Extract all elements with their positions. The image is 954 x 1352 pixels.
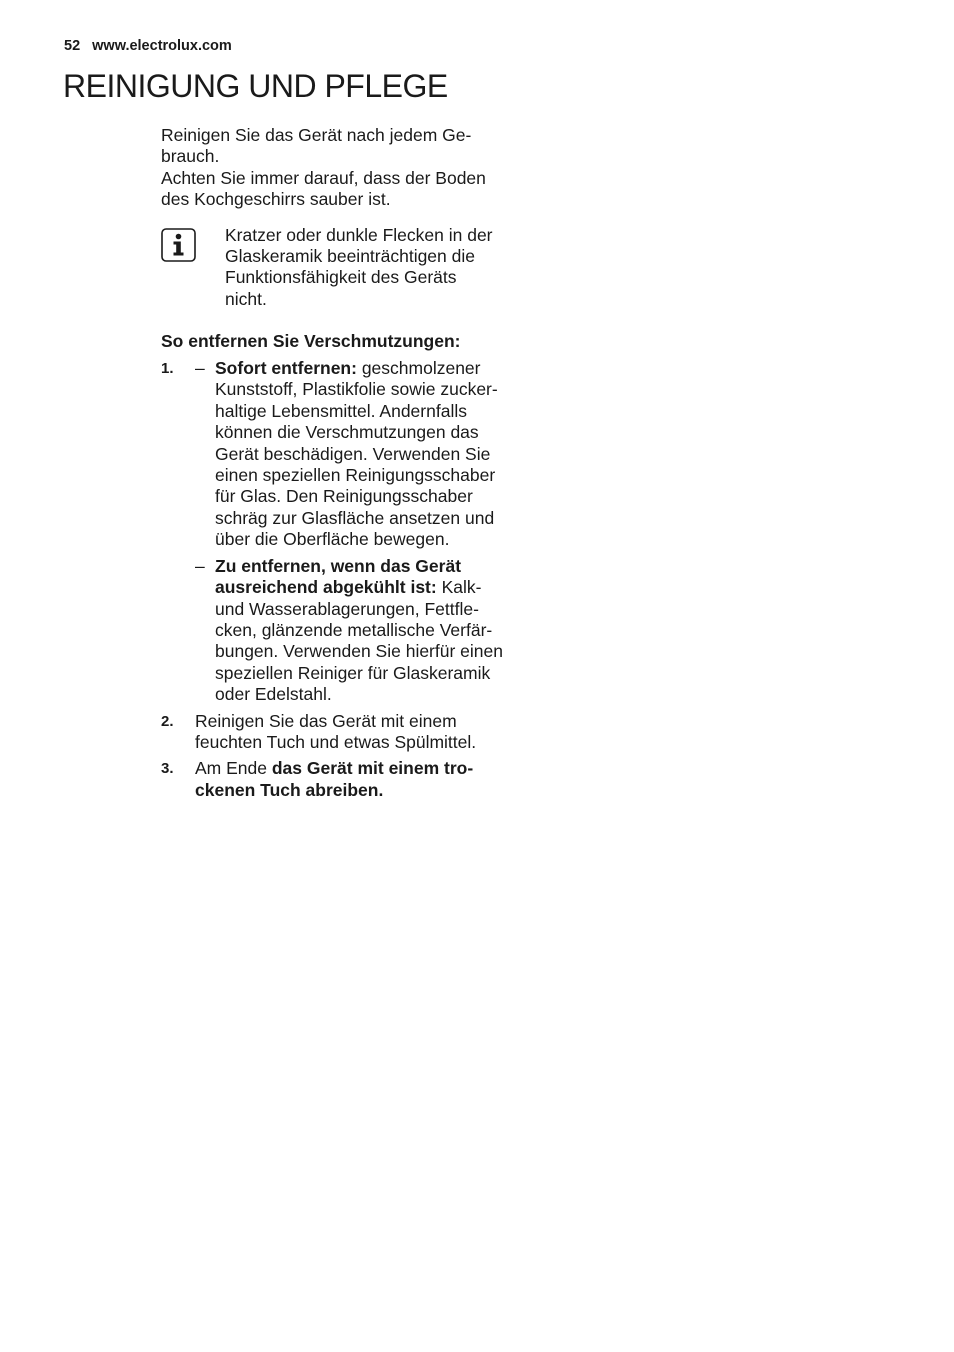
step-line: feuchten Tuch und etwas Spülmittel. <box>195 731 477 752</box>
info-icon <box>161 228 196 262</box>
sub-item-line: Kalk- <box>436 577 482 598</box>
page-header <box>64 38 232 54</box>
sub-item-line: bungen. Verwenden Sie hierfür einen <box>215 641 503 662</box>
intro-text <box>161 125 531 211</box>
sub-item-line: können die Verschmutzungen das <box>215 422 479 443</box>
note-line: Funktionsfähigkeit des Geräts <box>225 267 457 288</box>
note-text <box>225 225 525 311</box>
sub-item-line: für Glas. Den Reinigungsschaber <box>215 486 473 507</box>
sub-item-cooled <box>195 556 531 706</box>
note-line: nicht. <box>225 288 267 309</box>
step-1 <box>161 358 531 706</box>
page-number: 52 <box>64 38 81 54</box>
sub-item-line: haltige Lebensmittel. Andernfalls <box>215 400 467 421</box>
intro-line: Reinigen Sie das Gerät nach jedem Ge- <box>161 125 472 145</box>
step-3 <box>161 758 531 801</box>
step-number: 1. <box>161 360 174 378</box>
info-note <box>161 225 531 311</box>
dash-marker: – <box>195 358 205 379</box>
dash-marker: – <box>195 555 205 576</box>
sub-item-line: Gerät beschädigen. Verwenden Sie <box>215 443 491 464</box>
note-line: Glaskeramik beeinträchtigen die <box>225 246 475 267</box>
intro-line: des Kochgeschirrs sauber ist. <box>161 189 391 210</box>
step-number: 2. <box>161 712 174 730</box>
step-line: Am Ende <box>195 758 272 779</box>
website-url: www.electrolux.com <box>92 38 232 54</box>
section-heading: So entfernen Sie Verschmutzungen: <box>161 330 461 351</box>
sub-item-title: ausreichend abgekühlt ist: <box>215 577 437 598</box>
note-line: Kratzer oder dunkle Flecken in der <box>225 224 493 245</box>
step-2 <box>161 711 531 754</box>
step-emphasis: ckenen Tuch abreiben. <box>195 779 384 800</box>
step-number: 3. <box>161 760 174 778</box>
sub-item-immediate <box>195 358 531 551</box>
sub-item-line: Kunststoff, Plastikfolie sowie zucker- <box>215 379 498 400</box>
step-line: Reinigen Sie das Gerät mit einem <box>195 710 457 731</box>
step-emphasis: das Gerät mit einem tro- <box>271 758 474 779</box>
sub-item-line: einen speziellen Reinigungsschaber <box>215 465 496 486</box>
sub-item-line: geschmolzener <box>356 358 481 379</box>
sub-item-line: cken, glänzende metallische Verfär- <box>215 619 493 640</box>
main-content <box>161 125 531 806</box>
sub-item-line: speziellen Reiniger für Glaskeramik <box>215 662 491 683</box>
steps-list <box>161 358 531 801</box>
page-title: REINIGUNG UND PFLEGE <box>63 68 448 104</box>
intro-line: brauch. <box>161 146 220 167</box>
sub-item-title: Zu entfernen, wenn das Gerät <box>215 555 462 576</box>
sub-item-line: oder Edelstahl. <box>215 684 332 705</box>
sub-item-line: und Wasserablagerungen, Fettfle- <box>215 598 479 619</box>
sub-item-line: schräg zur Glasfläche ansetzen und <box>215 507 495 528</box>
intro-line: Achten Sie immer darauf, dass der Boden <box>161 167 486 188</box>
sub-item-line: über die Oberfläche bewegen. <box>215 529 450 550</box>
sub-item-title: Sofort entfernen: <box>215 358 357 379</box>
